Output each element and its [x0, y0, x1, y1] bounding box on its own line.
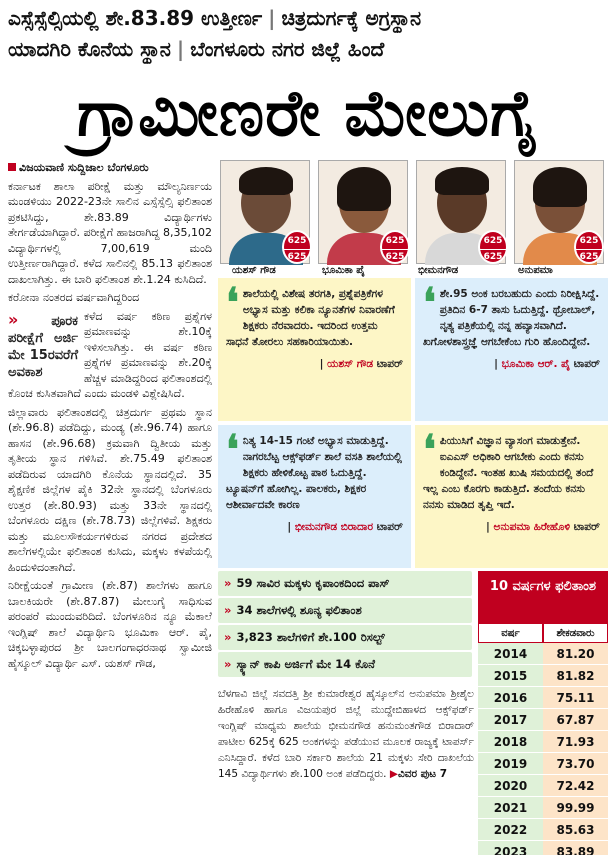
article-para-4: ನಿರೀಕ್ಷೆಯಂತೆ ಗ್ರಾಮೀಣ (ಶೇ.87) ಶಾಲೆಗಳು ಹಾಗೂ ಬಾಲಕಿಯರೇ (ಶೇ.87.87) ಮೇಲುಗೈ ಸಾಧಿಸುವ ಪರಂಪರೆ ಮುಂದುವರಿದಿದೆ. ಬೆಂಗಳೂರಿನ ನ್ಯೂ ಮೆಕಾಲೆ ಇಂಗ್ಲಿಷ್ ಶಾಲೆ ವಿದ್ಯಾರ್ಥಿನಿ ಭೂಮಿಕಾ ಆರ್. ಪೈ, ಚಿಕ್ಕಬಳ್ಳಾಪುರದ ಶ್ರೀ ಬಾಲಗಂಗಾಧರನಾಥ ಸ್ವಾಮೀಜಿ ಹೈಸ್ಕೂಲ್ ವಿದ್ಯಾರ್ಥಿ ಎಸ್. ಯಶಸ್ ಗೌಡ, [8, 579, 212, 670]
topper-name-4: ಅನುಪಮಾ [518, 265, 553, 276]
square-bullet-icon [8, 163, 16, 171]
results-table [478, 571, 608, 855]
score-badge-4: 625 625 [574, 230, 604, 264]
double-chevron-icon: » [224, 657, 232, 671]
quote-author-3: | ಭೀಮನಗೌಡ ಬಿರಾದಾರ ಟಾಪರ್ [287, 521, 403, 533]
article-column-left [8, 160, 212, 674]
article-column-right [218, 686, 474, 782]
col-pct: ಶೇಕಡವಾರು [543, 623, 608, 643]
double-chevron-icon: » [224, 603, 232, 617]
highlight-item: » 34 ಶಾಲೆಗಳಲ್ಲಿ ಶೂನ್ಯ ಫಲಿತಾಂಶ [218, 598, 472, 623]
quote-author-4: | ಅನುಪಮಾ ಹಿರೇಹೊಳಿ ಟಾಪರ್ [486, 521, 600, 533]
highlight-item: » 3,823 ಶಾಲೆಗಳಿಗೆ ಶೇ.100 ರಿಸಲ್ಟ್ [218, 625, 472, 650]
subheadline-2a: ಯಾದಗಿರಿ ಕೊನೆಯ ಸ್ಥಾನ [8, 37, 171, 61]
separator: | [176, 37, 185, 61]
byline-text: ವಿಜಯವಾಣಿ ಸುದ್ದಿಜಾಲ ಬೆಂಗಳೂರು [19, 161, 149, 174]
quote-mark-icon: ❛ [423, 279, 436, 326]
article-para-2: ಕಳೆದ ವರ್ಷ ಕಠಿಣ ಪ್ರಶ್ನೆಗಳ ಪ್ರಮಾಣವನ್ನು ಶೇ.10ಕ್ಕೆ ಇಳಿಸಲಾಗಿತ್ತು. ಈ ವರ್ಷ ಕಠಿಣ ಪ್ರಶ್ನೆಗಳ ಪ್ರಮಾಣವನ್ನು ಶೇ.20ಕ್ಕೆ ಹೆಚ್ಚಳ ಮಾಡಿದ್ದರಿಂದ ಫಲಿತಾಂಶದಲ್ಲಿ ಕೊಂಚ ಕುಸಿತವಾಗಿದೆ ಎಂದು ಮಂಡಳಿ ವಿಶ್ಲೇಷಿಸಿದೆ. [8, 309, 212, 400]
table-row: 2022 85.63 [478, 819, 608, 841]
article-para-5: ಬೆಳಗಾವಿ ಜಿಲ್ಲೆ ಸವದತ್ತಿ ಶ್ರೀ ಕುಮಾರೇಶ್ವರ ಹೈಸ್ಕೂಲ್‌ನ ಅನುಪಮಾ ಶ್ರೀಶೈಲ ಹಿರೇಹೊಳಿ ಹಾಗೂ ವಿಜಯಪುರ ಜಿಲ್ಲೆ ಮುದ್ದೇಬಿಹಾಳದ ಆಕ್ಸ್‌ಫರ್ಡ್ ಇಂಗ್ಲಿಷ್ ಮಾಧ್ಯಮ ಶಾಲೆಯ ಭೀಮನಗೌಡ ಹನುಮಂತಗೌಡ ಬಿರಾದಾರ್ ಪಾಟೀಲ 625ಕ್ಕೆ 625 ಅಂಕಗಳನ್ನು ಪಡೆಯುವ ಮೂಲಕ ರಾಜ್ಯಕ್ಕೆ ಟಾಪರ್ಸ್ ಎನಿಸಿದ್ದಾರೆ. ಕಳೆದ ಬಾರಿ ಸರ್ಕಾರಿ ಶಾಲೆಯ 21 ಮಕ್ಕಳು ಸೇರಿ ದಾಖಲೆಯ 145 ವಿದ್ಯಾರ್ಥಿಗಳು ಶೇ.100 ಅಂಕ ಪಡೆದಿದ್ದರು. [218, 688, 474, 780]
quote-author-2: | ಭೂಮಿಕಾ ಆರ್. ಪೈ ಟಾಪರ್ [494, 358, 600, 370]
pull-quote-text: ಪೂರಕ ಪರೀಕ್ಷೆಗೆ ಅರ್ಜಿ ಮೇ 15ರವರೆಗೆ ಅವಕಾಶ [8, 313, 78, 380]
table-header [478, 623, 608, 643]
quote-text-1: ಶಾಲೆಯಲ್ಲಿ ವಿಶೇಷ ತರಗತಿ, ಪ್ರಶ್ನೆಪತ್ರಿಕೆಗಳ ಅಭ್ಯಾಸ ಮತ್ತು ಕಲಿಕಾ ನ್ಯೂನತೆಗಳ ನಿವಾರಣೆಗೆ ಶಿಕ್ಷಕರು ನೆರವಾದರು. ಇದರಿಂದ ಉತ್ತಮ ಸಾಧನೆ ತೋರಲು ಸಹಕಾರಿಯಾಯಿತು. [226, 288, 395, 348]
subheadline-1a: ಎಸ್ಸೆಸ್ಸೆಲ್ಸಿಯಲ್ಲಿ ಶೇ.83.89 ಉತ್ತೀರ್ಣ [8, 6, 263, 30]
table-row: 2016 75.11 [478, 687, 608, 709]
quote-mark-icon: ❛ [226, 279, 239, 326]
subheadline-2 [8, 34, 606, 64]
table-row: 2019 73.70 [478, 753, 608, 775]
table-row: 2017 67.87 [478, 709, 608, 731]
separator: | [268, 6, 276, 30]
highlights-list [218, 571, 472, 681]
double-chevron-icon: » [224, 576, 232, 590]
score-badge-3: 625 625 [478, 230, 508, 264]
quote-mark-icon: ❛ [226, 426, 239, 473]
quote-author-1: | ಯಶಸ್ ಗೌಡ ಟಾಪರ್ [319, 358, 403, 370]
score-badge-2: 625 625 [380, 230, 410, 264]
quote-box-1 [218, 278, 411, 421]
article-para-3: ಜಿಲ್ಲಾವಾರು ಫಲಿತಾಂಶದಲ್ಲಿ ಚಿತ್ರದುರ್ಗ ಪ್ರಥಮ ಸ್ಥಾನ (ಶೇ.96.8) ಪಡೆದಿದ್ದು, ಮಂಡ್ಯ (ಶೇ.96.74) ಹಾಗೂ ಹಾಸನ (ಶೇ.96.68) ಕ್ರಮವಾಗಿ ದ್ವಿತೀಯ ಮತ್ತು ತೃತೀಯ ಸ್ಥಾನ ಗಳಿಸಿವೆ. ಶೇ.75.49 ಫಲಿತಾಂಶ ಪಡೆದಿರುವ ಯಾದಗಿರಿ ಕೊನೆಯ ಸ್ಥಾನದಲ್ಲಿದೆ. 35 ಶೈಕ್ಷಣಿಕ ಜಿಲ್ಲೆಗಳ ಪೈಕಿ 32ನೇ ಸ್ಥಾನದಲ್ಲಿ ಬೆಂಗಳೂರು ಉತ್ತರ (ಶೇ.80.93) ಮತ್ತು 33ನೇ ಸ್ಥಾನದಲ್ಲಿ ಬೆಂಗಳೂರು ದಕ್ಷಿಣ (ಶೇ.78.73) ಜಿಲ್ಲೆಗಳಿವೆ. ಶಿಕ್ಷಕರು ಮತ್ತು ಮೂಲಸೌಕರ್ಯಗಳಿರುವ ನಗರದ ಪ್ರದೇಶದ ಶಾಲೆಗಳಲ್ಲಿಯೇ ಫಲಿತಾಂಶ ಕುಸಿದು, ಮಕ್ಕಳು ಕಳಪೆಯಲ್ಲಿ ಹಿಂದುಳಿದಂತಾಗಿದೆ. [8, 405, 212, 574]
pull-quote [8, 311, 78, 381]
topper-name-1: ಯಶಸ್ ಗೌಡ [232, 265, 276, 276]
main-headline: ಗ್ರಾಮೀಣರೇ ಮೇಲುಗೈ [77, 77, 539, 151]
table-title: 10 ವರ್ಷಗಳ ಫಲಿತಾಂಶ [478, 571, 608, 623]
highlight-item: » ಸ್ಕ್ಯಾನ್ ಕಾಪಿ ಅರ್ಜಿಗೆ ಮೇ 14 ಕೊನೆ [218, 652, 472, 677]
quote-text-2: ಶೇ.95 ಅಂಕ ಬರಬಹುದು ಎಂದು ನಿರೀಕ್ಷಿಸಿದ್ದೆ. ಪ್ರತಿದಿನ 6-7 ತಾಸು ಓದುತ್ತಿದ್ದೆ. ಥ್ರೋಬಾಲ್, ನೃತ್ಯ ಪತ್ರಿಕೆಯಲ್ಲಿ ನನ್ನ ಹವ್ಯಾಸವಾಗಿದೆ. ಖಗೋಳಶಾಸ್ತ್ರಜ್ಞೆ ಆಗಬೇಕೆಂಬ ಗುರಿ ಹೊಂದಿದ್ದೇನೆ. [423, 288, 600, 348]
table-row: 2021 99.99 [478, 797, 608, 819]
quote-box-4 [415, 425, 608, 568]
quote-box-3 [218, 425, 411, 568]
article-para-2-lead: ಕರೋನಾ ನಂತರದ ವರ್ಷವಾಗಿದ್ದರಿಂದ [8, 291, 140, 304]
quote-grid [218, 278, 608, 568]
table-row: 2020 72.42 [478, 775, 608, 797]
score-badge-1: 625 625 [282, 230, 312, 264]
continued-link[interactable]: ▶ವಿವರ ಪುಟ 7 [389, 768, 448, 780]
topper-name-2: ಭೂಮಿಕಾ ಪೈ [322, 265, 365, 276]
quote-text-4: ಪಿಯುಸಿಗೆ ವಿಜ್ಞಾನ ವ್ಯಾಸಂಗ ಮಾಡುತ್ತೇನೆ. ಐಎಎಸ್ ಅಧಿಕಾರಿ ಆಗಬೇಕು ಎಂದು ಕನಸು ಕಂಡಿದ್ದೇನೆ. ಇಂತಹ ಖುಷಿ ಸಮಯದಲ್ಲಿ ತಂದೆ ಇಲ್ಲ ಎಂಬ ಕೊರಗು ಕಾಡುತ್ತಿದೆ. ತಂದೆಯ ಕನಸು ನನಸು ಮಾಡಿದ ತೃಪ್ತಿ ಇದೆ. [423, 435, 594, 511]
byline [8, 160, 212, 176]
quote-mark-icon: ❛ [423, 426, 436, 473]
table-row: 2018 71.93 [478, 731, 608, 753]
table-row: 2014 81.20 [478, 643, 608, 665]
table-row: 2023 83.89 [478, 841, 608, 855]
subheadline-1 [8, 3, 606, 33]
topper-name-3: ಭೀಮನಗೌಡ [418, 265, 459, 276]
highlight-item: » 59 ಸಾವಿರ ಮಕ್ಕಳು ಕೃಪಾಂಕದಿಂದ ಪಾಸ್ [218, 571, 472, 596]
quote-text-3: ನಿತ್ಯ 14-15 ಗಂಟೆ ಅಭ್ಯಾಸ ಮಾಡುತ್ತಿದ್ದೆ. ನಾಗರಬೆಟ್ಟ ಆಕ್ಸ್‌ಫರ್ಡ್ ಶಾಲೆ ವಸತಿ ಶಾಲೆಯಲ್ಲಿ ಶಿಕ್ಷಕರು ಹೇಳಿಕೊಟ್ಟ ಪಾಠ ಓದುತ್ತಿದ್ದೆ. ಟ್ಯೂಷನ್‌ಗೆ ಹೋಗಿಲ್ಲ. ಪಾಲಕರು, ಶಿಕ್ಷಕರ ಆಶೀರ್ವಾದವೇ ಕಾರಣ [226, 435, 402, 511]
subheadline-1b: ಚಿತ್ರದುರ್ಗಕ್ಕೆ ಅಗ್ರಸ್ಥಾನ [281, 6, 422, 30]
table-row: 2015 81.82 [478, 665, 608, 687]
col-year: ವರ್ಷ [478, 623, 543, 643]
subheadline-2b: ಬೆಂಗಳೂರು ನಗರ ಜಿಲ್ಲೆ ಹಿಂದೆ [190, 37, 385, 61]
topper-photos [218, 160, 608, 278]
play-arrow-icon: ▶ [389, 768, 398, 780]
article-para-1: ಕರ್ನಾಟಕ ಶಾಲಾ ಪರೀಕ್ಷೆ ಮತ್ತು ಮೌಲ್ಯನಿರ್ಣಯ ಮಂಡಳಿಯು 2022-23ನೇ ಸಾಲಿನ ಎಸ್ಸೆಸ್ಸೆಲ್ಸಿ ಫಲಿತಾಂಶ ಪ್ರಕಟಿಸಿದ್ದು, ಶೇ.83.89 ವಿದ್ಯಾರ್ಥಿಗಳು ತೇರ್ಗಡೆಯಾಗಿದ್ದಾರೆ. ಪರೀಕ್ಷೆಗೆ ಹಾಜರಾಗಿದ್ದ 8,35,102 ವಿದ್ಯಾರ್ಥಿಗಳಲ್ಲಿ 7,00,619 ಮಂದಿ ಉತ್ತೀರ್ಣರಾಗಿದ್ದಾರೆ. ಕಳೆದ ಸಾಲಿನಲ್ಲಿ 85.13 ಫಲಿತಾಂಶ ದಾಖಲಾಗಿತ್ತು. ಈ ಬಾರಿ ಫಲಿತಾಂಶ ಶೇ.1.24 ಕುಸಿದಿದೆ. [8, 179, 212, 286]
double-chevron-icon: » [224, 630, 232, 644]
double-chevron-icon: » [8, 309, 19, 329]
quote-box-2 [415, 278, 608, 421]
